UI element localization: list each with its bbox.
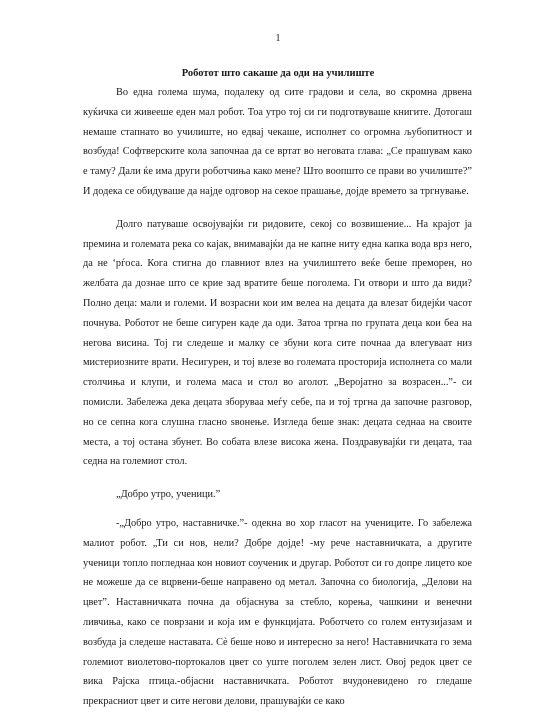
story-title: Роботот што сакаше да оди на училиште: [181, 68, 375, 79]
story-body: [83, 83, 472, 725]
paragraph-intro: Во една голема шума, подалеку од сите градови и села, во скромна дрвена куќичка си живееше еден мал робот. Тоа утро тој си ги подготвуваше книгите. Дотогаш немаше стапнато во училиште, но едвај чекаше, исполнет со огромна љубопитност и возбуда! Софтверските кола започнаа да се вртат во неговата глава: „Се прашувам како е таму? Дали ќе има други роботчиња како мене? Што воопшто се прави во училиште?” И додека се обидуваше да најде одговор на секое прашање, дојде времето за тргнување.: [83, 87, 472, 197]
paragraph-journey: Долго патуваше освојувајќи ги ридовите, секој со возвишение... На крајот ја премина и големата река со кајак, внимавајќи да не капне ниту една капка вода врз него, да не ‘рѓоса. Кога стигна до главниот влез на училиштето веќе беше преморен, но желбата да дознае што се крие зад вратите беше поголема. Ги отвори и што да види? Полно деца: мали и големи. И возрасни кои им велеа на децата да влезат бидејќи часот почнува. Роботот не беше сигурен каде да оди. Затоа тргна по групата деца кои беа на негова висина. Тој ги следеше и малку се збуни кога сите почнаа да влегуваат низ мистериозните врати. Несигурен, и тој влезе во големата просторија исполнета со мали столчиња и клупи, и голема маса и стол во аголот. „Веројатно за возрасен...”- си помисли. Забележа дека децата зборуваа меѓу себе, па и тој тргна да започне разговор, но се сепна кога слушна гласно ѕвонење. Изгледа беше знак: децата седнаа на своите места, а тој остана збунет. Во собата влезе висока жена. Поздравувајќи ги децата, таа седна на големиот стол.: [83, 218, 472, 468]
paragraph-greeting: „Добро утро, ученици.”: [116, 489, 221, 501]
paragraph-classroom: -„Добро утро, наставничке.”- одекна во хор гласот на учениците. Го забележа малиот робот. „Ти си нов, нели? Добре дојде! -му рече наставничката, а другите ученици топло погледнаа кон новиот соученик и другар. Роботот си го допре лицето кое не можеше да се вцрвени-беше направено од метал. Започна со биологија, „Делови на цвет”. Наставничката почна да објаснува за стебло, корења, чашкини и венечни ливчиња, како се поврзани и која им е функцијата. Роботчето со голем ентузијазам и возбуда ја следеше наставата. Сѐ беше ново и интересно за него! Наставничката го зема големиот виолетово-портокалов цвет со уште поголем зелен лист. Овој редок цвет се вика Рајска птица.-објасни наставничката. Роботот вчудоневидено го гледаше прекрасниот цвет и сите негови делови, прашувајќи се како: [83, 517, 472, 708]
page-number: 1: [275, 33, 281, 44]
